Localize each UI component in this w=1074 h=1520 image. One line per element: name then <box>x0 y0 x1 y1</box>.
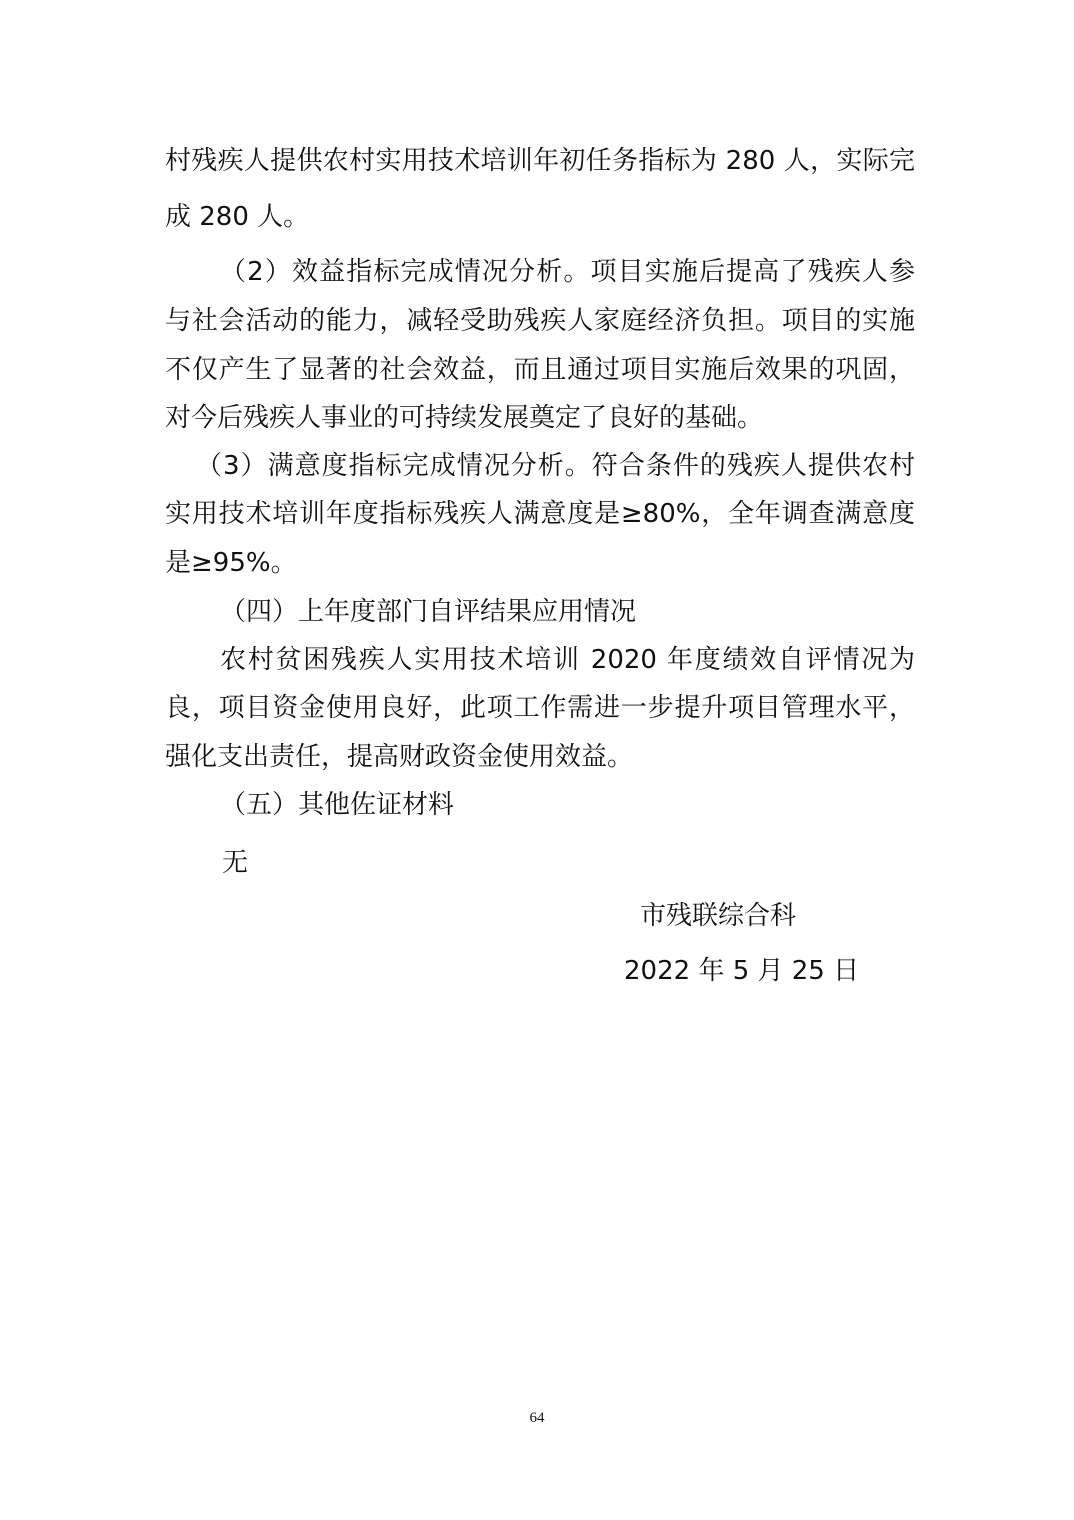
paragraph-line: 良，项目资金使用良好，此项工作需进一步提升项目管理水平， <box>165 693 915 723</box>
paragraph-line: （2）效益指标完成情况分析。项目实施后提高了残疾人参 <box>220 257 915 287</box>
paragraph-line: 是≥95%。 <box>165 548 297 578</box>
signature-org: 市残联综合科 <box>640 901 797 931</box>
page-number: 64 <box>529 1410 545 1426</box>
paragraph-line: 农村贫困残疾人实用技术培训 2020 年度绩效自评情况为 <box>220 645 915 675</box>
paragraph-line: 与社会活动的能力，减轻受助残疾人家庭经济负担。项目的实施 <box>165 306 915 336</box>
paragraph-line: 无 <box>222 848 249 878</box>
signature-date: 2022 年 5 月 25 日 <box>624 956 860 986</box>
paragraph-line: 不仅产生了显著的社会效益，而且通过项目实施后效果的巩固， <box>165 355 915 385</box>
section-heading: （五）其他佐证材料 <box>220 790 455 820</box>
section-heading: （四）上年度部门自评结果应用情况 <box>220 597 637 627</box>
paragraph-line: 对今后残疾人事业的可持续发展奠定了良好的基础。 <box>165 403 764 433</box>
paragraph-line: 强化支出责任，提高财政资金使用效益。 <box>165 742 634 772</box>
paragraph-line: 实用技术培训年度指标残疾人满意度是≥80%，全年调查满意度 <box>165 499 915 529</box>
paragraph-line: （3）满意度指标完成情况分析。符合条件的残疾人提供农村 <box>196 451 915 481</box>
paragraph-line: 成 280 人。 <box>165 202 310 232</box>
paragraph-line: 村残疾人提供农村实用技术培训年初任务指标为 280 人，实际完 <box>165 146 915 176</box>
